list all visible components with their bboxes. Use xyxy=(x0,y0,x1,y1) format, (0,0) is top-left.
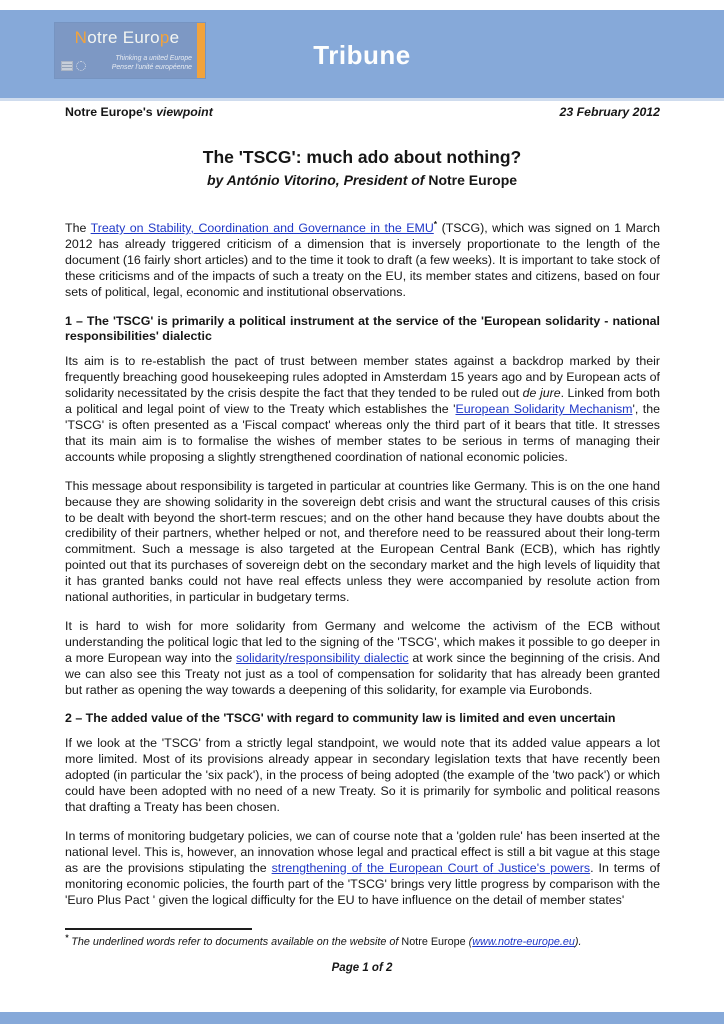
paragraph-1 xyxy=(65,218,660,301)
byline-prefix: by António Vitorino, President of xyxy=(206,172,429,188)
footnote-text: The underlined words refer to documents available on the website of xyxy=(68,936,402,948)
footnote-rule xyxy=(65,928,252,930)
section-heading-1: 1 – The 'TSCG' is primarily a political instrument at the service of the 'European solidarity - national responsibilities' dialectic xyxy=(65,313,660,344)
logo-letter-p: p xyxy=(159,28,170,47)
article-body xyxy=(65,218,660,921)
paragraph-2 xyxy=(65,354,660,465)
series-label xyxy=(65,105,213,119)
paragraph-3: This message about responsibility is targeted in particular at countries like Germany. This is on the one hand because they are showing solidarity in the sovereign debt crisis and want the structural causes of this crisis to be dealt with beyond the short-term rescues; and on the other hand because they have doubts about the credibility of their partners, whether helped or not, and therefore need to be reassured about their long-term commitment. Such a message is also targeted at the European Central Bank (ECB), which has rightly pointed out that its purchases of sovereign debt on the secondary market and the high levels of liquidity that it has granted banks could not have real effects unless they were accompanied by resolute action from national authorities, in particular in budgetary terms. xyxy=(65,478,660,605)
byline-org: Notre Europe xyxy=(428,172,518,188)
publication-title: Tribune xyxy=(313,40,411,70)
paragraph-4 xyxy=(65,619,660,699)
logo-tagline-en: Thinking a united Europe xyxy=(115,55,192,62)
link-european-solidarity-mechanism[interactable]: European Solidarity Mechanism xyxy=(455,402,633,417)
p4-text: It is hard to wish for more solidarity from Germany and welcome the activism of the ECB without understanding the political logic that led to the signing of the 'TSCG', which makes it possible to go deeper in a more European way into the xyxy=(65,618,660,665)
footnote xyxy=(65,928,660,949)
footnote-text-3: ). xyxy=(574,936,582,948)
footnote-website-link[interactable]: www.notre-europe.eu xyxy=(472,936,575,948)
p2-text-3: ', the 'TSCG' is often presented as a 'Fiscal compact' whereas only the third part of it bears that title. It stresses that its main aim is to formalise the wishes of member states to be serious in terms of managing their accounts while proposing a slightly strengthened coordination of national economic policies. xyxy=(65,402,660,464)
footnote-text-2: ( xyxy=(465,936,473,948)
link-tscg-treaty[interactable]: Treaty on Stability, Coordination and Governance in the EMU xyxy=(90,221,434,235)
header-banner xyxy=(0,10,724,98)
link-ecj-powers[interactable]: strengthening of the European Court of Justice's powers xyxy=(271,860,591,875)
paragraph-6 xyxy=(65,829,660,909)
p1-text: The xyxy=(65,221,91,235)
link-solidarity-responsibility-dialectic[interactable]: solidarity/responsibility dialectic xyxy=(236,650,409,665)
article-title: The 'TSCG': much ado about nothing? xyxy=(202,147,522,167)
logo-letter-n: N xyxy=(74,28,88,47)
footnote-org: Notre Europe xyxy=(401,936,466,948)
date-label: 23 February 2012 xyxy=(559,105,660,119)
logo-tagline-fr: Penser l'unité européenne xyxy=(111,63,192,71)
footer-bar xyxy=(0,1012,724,1024)
p1-text-2: (TSCG), which was signed on 1 March 2012 has already triggered criticism of a dimension that is inversely proportionate to the length of the document (16 fairly short articles) and to the time it took to draft (a few weeks). It is important to take stock of these criticisms and of the impacts of such a treaty on the EU, its member states and citizens, based on four sets of political, legal, economic and institutional observations. xyxy=(65,221,660,299)
logo-letters: otre Euro xyxy=(87,28,160,47)
footnote-marker: * xyxy=(65,932,69,943)
p2-text-2: . Linked from both a political and legal point of view to the Treaty which establishes the ' xyxy=(65,386,660,417)
p4-text-2: at work since the beginning of the crisis. And we can also see this Treaty not just as a tool of compensation for solidarity that has already been granted but rather as opening the way towards a deepening of this solidarity, for example via Eurobonds. xyxy=(65,650,660,697)
p2-latin-phrase: de jure xyxy=(522,386,561,401)
meta-row xyxy=(65,105,660,119)
series-label-roman: Notre Europe's xyxy=(65,105,157,119)
p6-text: In terms of monitoring budgetary policies, we can of course note that a 'golden rule' has been inserted at the national level. This is, however, an innovation whose legal and practical effect is still a bit vague at this stage as are the provisions stipulating the xyxy=(65,828,660,875)
article-byline xyxy=(0,172,724,188)
page-number: Page 1 of 2 xyxy=(331,962,393,974)
banner-fade xyxy=(0,98,724,101)
logo-letter-e: e xyxy=(169,28,180,47)
p6-text-2: . In terms of monitoring economic policies, the fourth part of the 'TSCG' brings very little progress by comparison with the 'Euro Plus Pact ' given the logical difficulty for the EU to have influence on the detail of member states' xyxy=(65,860,660,907)
paragraph-5: If we look at the 'TSCG' from a strictly legal standpoint, we would note that its added value appears a lot more limited. Most of its provisions already appear in secondary legislation texts that have recently been adopted (in particular the 'six pack'), in the process of being adopted (the example of the 'two pack') or which could have been adopted with no need of a new Treaty. So it is primarily for symbolic and political reasons that drafting a Treaty has been chosen. xyxy=(65,736,660,814)
footnote-ref-marker: * xyxy=(433,218,438,229)
p2-text: Its aim is to re-establish the pact of trust between member states against a backdrop marked by their frequently breaching good housekeeping rules adopted in Amsterdam 15 years ago and by European acts of solidarity necessitated by the crisis despite the fact that they tended to be ruled out xyxy=(65,354,660,401)
series-label-italic: viewpoint xyxy=(156,105,213,119)
section-heading-2: 2 – The added value of the 'TSCG' with regard to community law is limited and even uncertain xyxy=(65,711,616,726)
